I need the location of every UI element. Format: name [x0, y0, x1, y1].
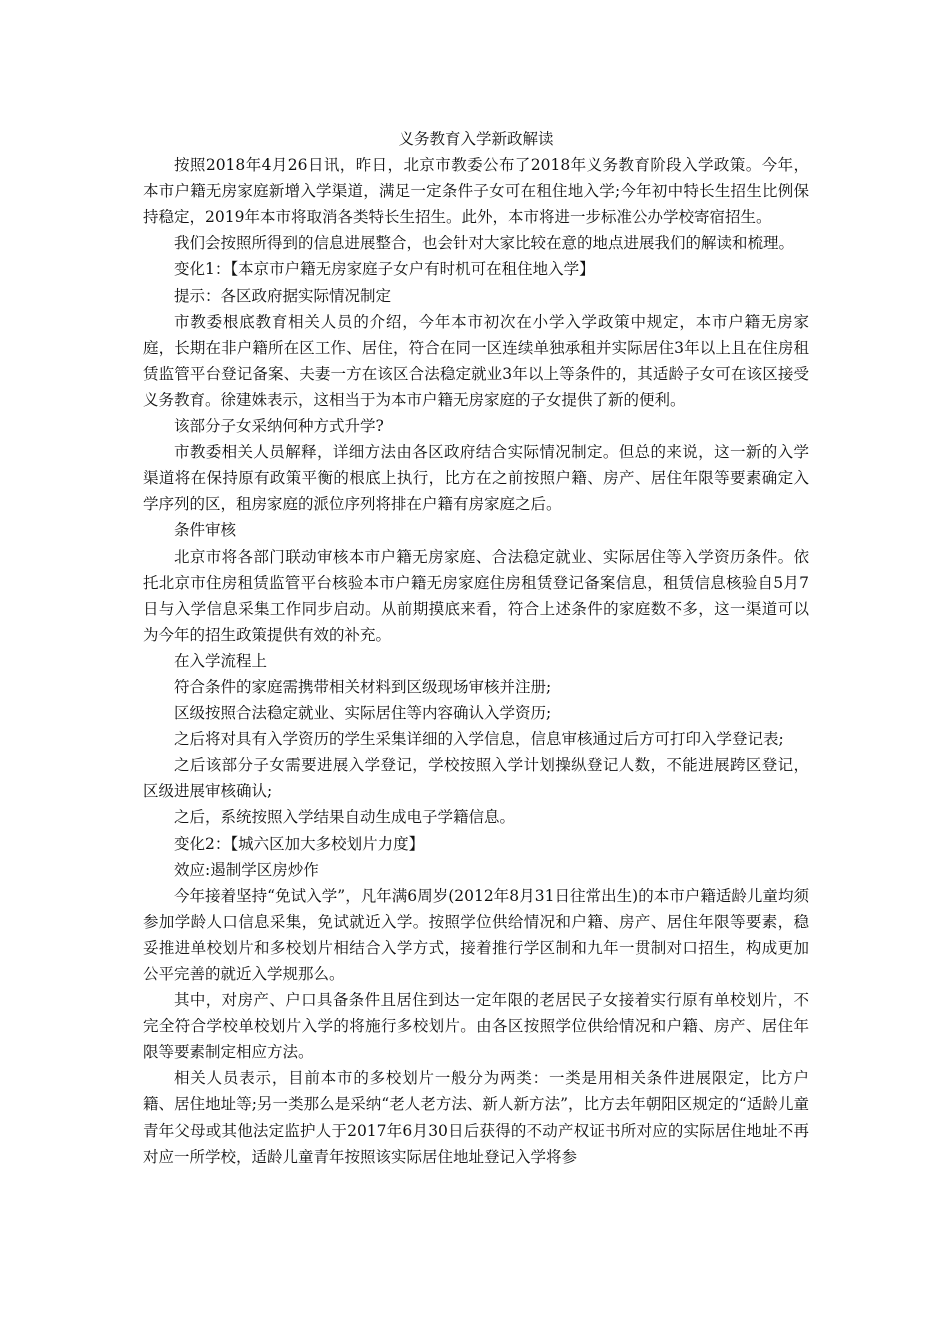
section-heading: 变化2：【城六区加大多校划片力度】	[174, 834, 425, 853]
subheading: 在入学流程上	[174, 651, 268, 670]
process-step: 之后，系统按照入学结果自动生成电子学籍信息。	[174, 808, 516, 827]
section-heading: 变化1：【本京市户籍无房家庭子女户有时机可在租住地入学】	[174, 260, 595, 279]
subheading: 条件审核	[174, 521, 237, 540]
process-step: 区级按照合法稳定就业、实际居住等内容确认入学资历;	[174, 704, 552, 723]
paragraph: 其中，对房产、户口具备条件且居住到达一定年限的老居民子女接着实行原有单校划片，不完全符合学校单校划片入学的将施行多校划片。由各区按照学位供给情况和户籍、房产、居住年限等要素制定相应方法。	[143, 991, 809, 1062]
section-hint: 提示：各区政府据实际情况制定	[174, 286, 392, 305]
document-body	[143, 126, 809, 1170]
paragraph: 今年接着坚持“免试入学”，凡年满6周岁(2012年8月31日往常出生)的本市户籍适龄儿童均须参加学龄人口信息采集，免试就近入学。按照学位供给情况和户籍、房产、居住年限等要素，稳妥推进单校划片和多校划片相结合入学方式，接着推行学区制和九年一贯制对口招生，构成更加公平完善的就近入学规那么。	[143, 886, 809, 983]
process-step: 符合条件的家庭需携带相关材料到区级现场审核并注册;	[174, 677, 552, 696]
paragraph: 市教委相关人员解释，详细方法由各区政府结合实际情况制定。但总的来说，这一新的入学渠道将在保持原有政策平衡的根底上执行，比方在之前按照户籍、房产、居住年限等要素确定入学序列的区，租房家庭的派位序列将排在户籍有房家庭之后。	[143, 443, 809, 514]
paragraph: 按照2018年4月26日讯，昨日，北京市教委公布了2018年义务教育阶段入学政策。今年，本市户籍无房家庭新增入学渠道，满足一定条件子女可在租住地入学;今年初中特长生招生比例保持稳定，2019年本市将取消各类特长生招生。此外，本市将进一步标准公办学校寄宿招生。	[143, 156, 809, 227]
process-step: 之后该部分子女需要进展入学登记，学校按照入学计划操纵登记人数，不能进展跨区登记，区级进展审核确认;	[143, 756, 809, 801]
paragraph: 北京市将各部门联动审核本市户籍无房家庭、合法稳定就业、实际居住等入学资历条件。依托北京市住房租赁监管平台核验本市户籍无房家庭住房租赁登记备案信息，租赁信息核验自5月7日与入学信息采集工作同步启动。从前期摸底来看，符合上述条件的家庭数不多，这一渠道可以为今年的招生政策提供有效的补充。	[143, 547, 809, 644]
process-step: 之后将对具有入学资历的学生采集详细的入学信息，信息审核通过后方可打印入学登记表;	[174, 730, 784, 749]
paragraph: 市教委根底教育相关人员的介绍，今年本市初次在小学入学政策中规定，本市户籍无房家庭，长期在非户籍所在区工作、居住，符合在同一区连续单独承租并实际居住3年以上且在住房租赁监管平台登记备案、夫妻一方在该区合法稳定就业3年以上等条件的，其适龄子女可在该区接受义务教育。徐建姝表示，这相当于为本市户籍无房家庭的子女提供了新的便利。	[143, 312, 809, 409]
document-title: 义务教育入学新政解读	[398, 130, 554, 148]
paragraph: 我们会按照所得到的信息进展整合，也会针对大家比较在意的地点进展我们的解读和梳理。	[174, 234, 795, 253]
paragraph: 相关人员表示，目前本市的多校划片一般分为两类：一类是用相关条件进展限定，比方户籍、居住地址等;另一类那么是采纳“老人老方法、新人新方法”，比方去年朝阳区规定的“适龄儿童青年父母或其他法定监护人于2017年6月30日后获得的不动产权证书所对应的实际居住地址不再对应一所学校，适龄儿童青年按照该实际居住地址登记入学将参	[143, 1069, 809, 1166]
question-line: 该部分子女采纳何种方式升学?	[174, 417, 384, 436]
section-hint: 效应:遏制学区房炒作	[174, 860, 319, 879]
